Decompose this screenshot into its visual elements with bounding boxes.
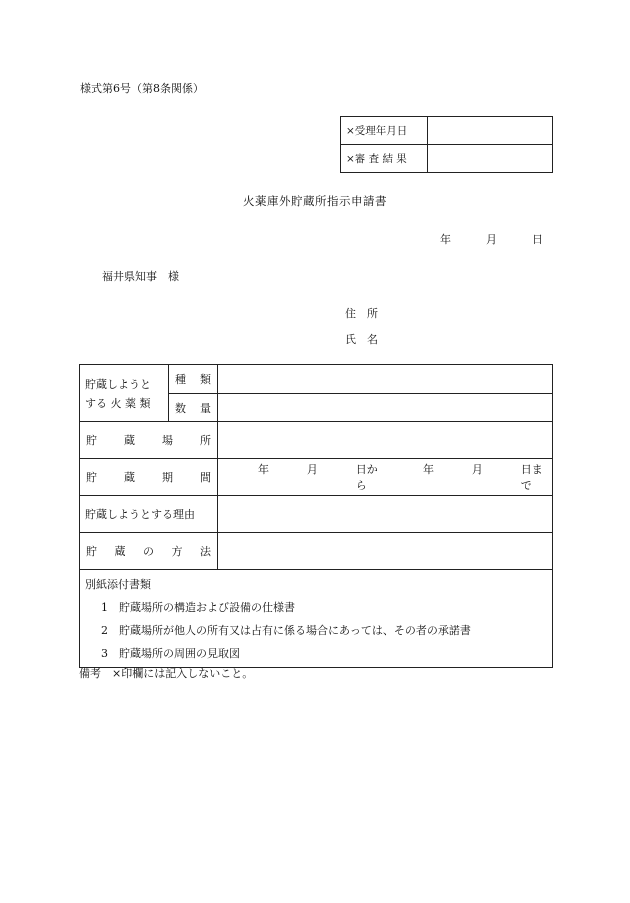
application-table (79, 364, 553, 668)
quantity-label: 数 量 (169, 394, 218, 422)
reception-date-label: ×受理年月日 (341, 117, 428, 145)
kind-field[interactable] (218, 365, 553, 394)
method-field[interactable] (218, 533, 553, 570)
name-label: 氏 名 (345, 333, 378, 346)
review-result-label: ×審 査 結 果 (341, 145, 428, 173)
date-year: 年 (440, 233, 451, 246)
period-field[interactable]: 年 月 日から 年 月 日まで (218, 459, 553, 496)
explosive-label (80, 365, 169, 422)
place-field[interactable] (218, 422, 553, 459)
attachment-item: 1 貯蔵場所の構造および設備の仕様書 (101, 601, 295, 614)
explosive-label-line2: する 火 薬 類 (85, 396, 151, 410)
addressee: 福井県知事 様 (102, 270, 179, 283)
attachment-item: 3 貯蔵場所の周囲の見取図 (101, 647, 240, 660)
document-title: 火薬庫外貯蔵所指示申請書 (243, 194, 387, 208)
attachments-title: 別紙添付書類 (85, 578, 151, 591)
attachments-section (80, 570, 553, 668)
attachment-item: 2 貯蔵場所が他人の所有又は占有に係る場合にあっては、その者の承諾書 (101, 624, 471, 637)
method-label: 貯 蔵 の 方 法 (80, 533, 218, 570)
remark-note: 備考 ×印欄には記入しないこと。 (79, 667, 254, 680)
quantity-field[interactable] (218, 394, 553, 422)
kind-label: 種 類 (169, 365, 218, 394)
reception-date-field[interactable] (428, 117, 553, 145)
explosive-label-line1: 貯蔵しようと (85, 377, 151, 391)
application-date (440, 231, 543, 247)
address-label: 住 所 (345, 307, 378, 320)
reason-field[interactable] (218, 496, 553, 533)
reception-box (340, 116, 553, 173)
form-number: 様式第6号（第8条関係） (80, 82, 204, 95)
date-day: 日 (532, 233, 543, 246)
reason-label: 貯蔵しようとする理由 (80, 496, 218, 533)
review-result-field[interactable] (428, 145, 553, 173)
date-month: 月 (486, 233, 497, 246)
period-label: 貯 蔵 期 間 (80, 459, 218, 496)
place-label: 貯 蔵 場 所 (80, 422, 218, 459)
